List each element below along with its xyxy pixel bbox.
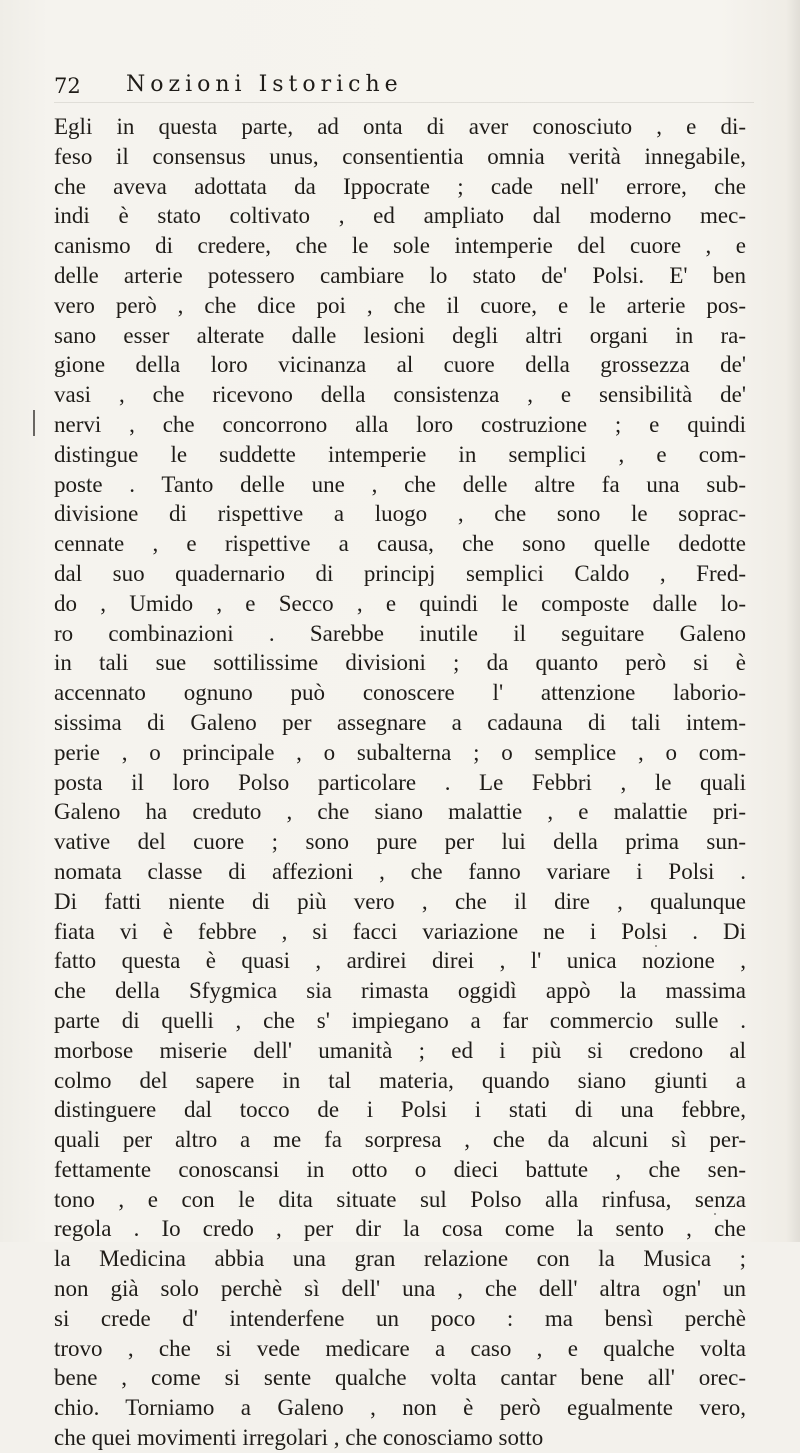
text-line: posta il loro Polso particolare . Le Febbri , le quali bbox=[54, 769, 746, 795]
text-line: la Medicina abbia una gran relazione con la Musica ; bbox=[54, 1246, 746, 1272]
header-divider bbox=[54, 102, 754, 103]
ink-speck bbox=[655, 945, 657, 947]
text-line: nomata classe di affezioni , che fanno variare i Polsi . bbox=[54, 858, 746, 884]
text-line: distingue le suddette intemperie in semplici , e com- bbox=[54, 441, 746, 467]
text-line: regola . Io credo , per dir la cosa come la sento , che bbox=[54, 1216, 746, 1242]
text-line: distinguere dal tocco de i Polsi i stati di una febbre, bbox=[54, 1097, 746, 1123]
text-line: quali per altro a me fa sorpresa , che da alcuni sì per- bbox=[54, 1127, 746, 1153]
text-line: divisione di rispettive a luogo , che sono le soprac- bbox=[54, 501, 746, 527]
text-line: Egli in questa parte, ad onta di aver conosciuto , e di- bbox=[54, 114, 746, 139]
text-line: sano esser alterate dalle lesioni degli altri organi in ra- bbox=[54, 322, 746, 348]
text-line: Di fatti niente di più vero , che il dire , qualunque bbox=[54, 888, 746, 914]
text-line: fiata vi è febbre , si facci variazione ne i Polsi . Di bbox=[54, 918, 746, 944]
text-line: si crede d' intenderfene un poco : ma bensì perchè bbox=[54, 1305, 746, 1331]
text-line: vative del cuore ; sono pure per lui della prima sun- bbox=[54, 829, 746, 855]
text-line: non già solo perchè sì dell' una , che dell' altra ogn' un bbox=[54, 1276, 746, 1302]
text-line: parte di quelli , che s' impiegano a far commercio sulle . bbox=[54, 1007, 746, 1033]
text-line: chio. Torniamo a Galeno , non è però egualmente vero, bbox=[54, 1395, 746, 1421]
text-line: bene , come si sente qualche volta cantar bene all' orec- bbox=[54, 1365, 746, 1391]
text-line: poste . Tanto delle une , che delle altre fa una sub- bbox=[54, 471, 746, 497]
text-line: che quei movimenti irregolari , che conosciamo sotto bbox=[54, 1425, 544, 1451]
running-title: Nozioni Istoriche bbox=[126, 72, 403, 97]
text-line: che aveva adottata da Ippocrate ; cade nell' errore, che bbox=[54, 173, 746, 199]
page-number: 72 bbox=[54, 74, 81, 98]
text-line: cennate , e rispettive a causa, che sono quelle dedotte bbox=[54, 531, 746, 557]
page-edge-shadow bbox=[786, 0, 800, 1242]
text-line: delle arterie potessero cambiare lo stato de' Polsi. E' ben bbox=[54, 262, 746, 288]
margin-mark bbox=[33, 410, 35, 436]
text-line: feso il consensus unus, consentientia omnia verità innegabile, bbox=[54, 143, 746, 169]
text-line: fettamente conoscansi in otto o dieci battute , che sen- bbox=[54, 1156, 746, 1182]
text-line: sissima di Galeno per assegnare a cadauna di tali intem- bbox=[54, 709, 746, 735]
text-line: perie , o principale , o subalterna ; o semplice , o com- bbox=[54, 739, 746, 765]
text-line: indi è stato coltivato , ed ampliato dal moderno mec- bbox=[54, 203, 746, 229]
text-line: colmo del sapere in tal materia, quando siano giunti a bbox=[54, 1067, 746, 1093]
text-line: vero però , che dice poi , che il cuore, e le arterie pos- bbox=[54, 292, 746, 318]
text-line: morbose miserie dell' umanità ; ed i più si credono al bbox=[54, 1037, 746, 1063]
body-text bbox=[54, 112, 746, 1453]
ink-speck bbox=[714, 1213, 716, 1215]
text-line: accennato ognuno può conoscere l' attenzione laborio- bbox=[54, 680, 746, 706]
text-line: trovo , che si vede medicare a caso , e qualche volta bbox=[54, 1335, 746, 1361]
text-line: do , Umido , e Secco , e quindi le composte dalle lo- bbox=[54, 590, 746, 616]
text-line: nervi , che concorrono alla loro costruzione ; e quindi bbox=[54, 411, 746, 437]
text-line: vasi , che ricevono della consistenza , e sensibilità de' bbox=[54, 382, 746, 408]
text-line: tono , e con le dita situate sul Polso alla rinfusa, senza bbox=[54, 1186, 746, 1212]
text-line: ro combinazioni . Sarebbe inutile il seguitare Galeno bbox=[54, 620, 746, 646]
text-line: in tali sue sottilissime divisioni ; da quanto però si è bbox=[54, 650, 746, 676]
text-line: che della Sfygmica sia rimasta oggidì appò la massima bbox=[54, 978, 746, 1004]
text-line: dal suo quadernario di principj semplici Caldo , Fred- bbox=[54, 560, 746, 586]
text-line: Galeno ha creduto , che siano malattie , e malattie pri- bbox=[54, 799, 746, 825]
page-header bbox=[54, 72, 754, 108]
text-line: fatto questa è quasi , ardirei direi , l' unica nozione , bbox=[54, 948, 746, 974]
text-line: gione della loro vicinanza al cuore della grossezza de' bbox=[54, 352, 746, 378]
text-line: canismo di credere, che le sole intemperie del cuore , e bbox=[54, 233, 746, 259]
